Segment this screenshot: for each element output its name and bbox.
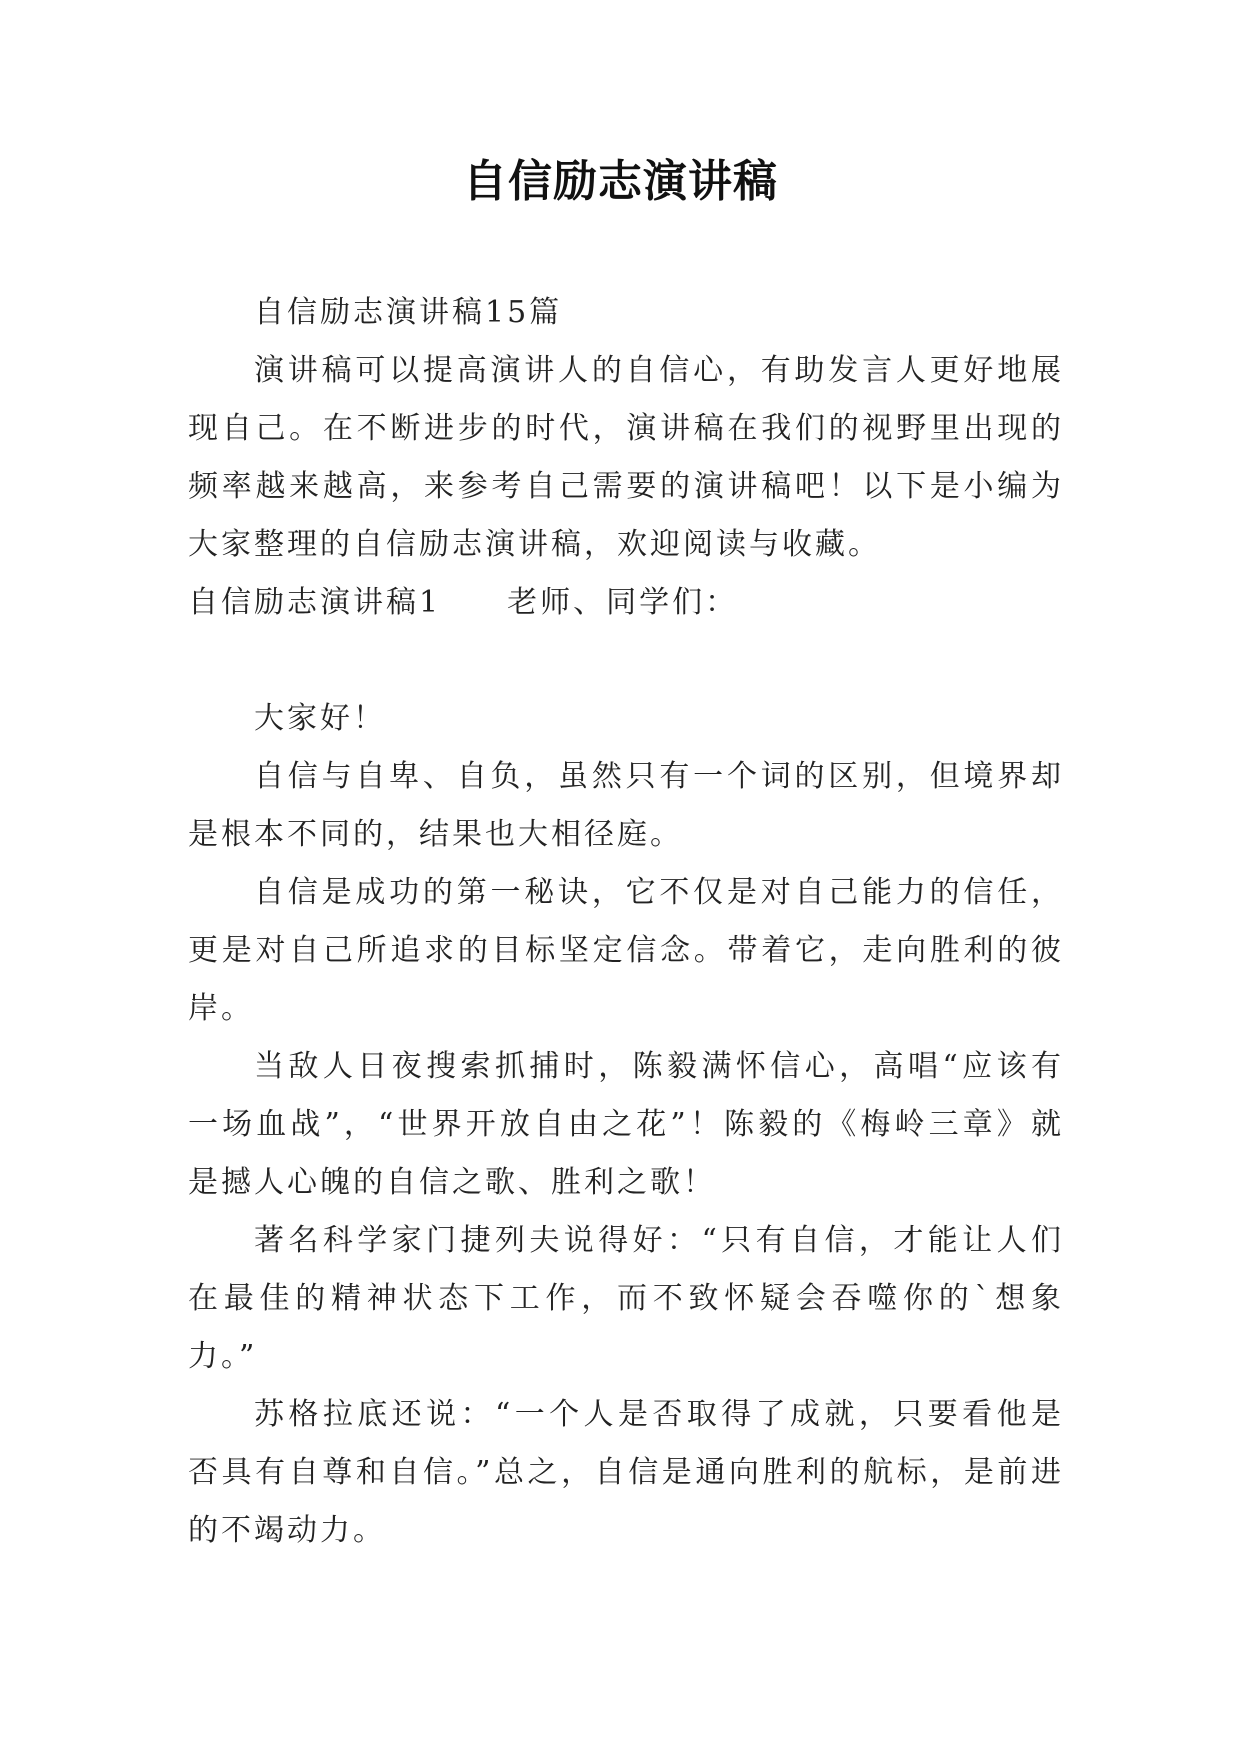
document-subtitle: 自信励志演讲稿15篇 <box>254 295 563 330</box>
body-paragraph: 苏格拉底还说：“一个人是否取得了成就，只要看他是否具有自尊和自信。”总之，自信是通向胜利的航标，是前进的不竭动力。 <box>188 1397 1064 1548</box>
body-paragraph: 自信是成功的第一秘诀，它不仅是对自己能力的信任，更是对自己所追求的目标坚定信念。带着它，走向胜利的彼岸。 <box>188 875 1064 1026</box>
body-paragraph: 著名科学家门捷列夫说得好：“只有自信，才能让人们在最佳的精神状态下工作，而不致怀疑会吞噬你的`想象力。” <box>188 1223 1064 1374</box>
document-body <box>188 284 1064 1560</box>
greeting-paragraph: 大家好！ <box>254 701 386 736</box>
document-title: 自信励志演讲稿 <box>463 156 778 207</box>
section-heading: 自信励志演讲稿1 老师、同学们： <box>188 585 739 620</box>
intro-paragraph: 演讲稿可以提高演讲人的自信心，有助发言人更好地展现自己。在不断进步的时代，演讲稿在我们的视野里出现的频率越来越高，来参考自己需要的演讲稿吧！以下是小编为大家整理的自信励志演讲稿，欢迎阅读与收藏。 <box>188 353 1064 562</box>
blank-line <box>188 632 1064 690</box>
body-paragraph: 当敌人日夜搜索抓捕时，陈毅满怀信心，高唱“应该有一场血战”，“世界开放自由之花”！陈毅的《梅岭三章》就是撼人心魄的自信之歌、胜利之歌！ <box>188 1049 1064 1200</box>
body-paragraph: 自信与自卑、自负，虽然只有一个词的区别，但境界却是根本不同的，结果也大相径庭。 <box>188 759 1064 852</box>
